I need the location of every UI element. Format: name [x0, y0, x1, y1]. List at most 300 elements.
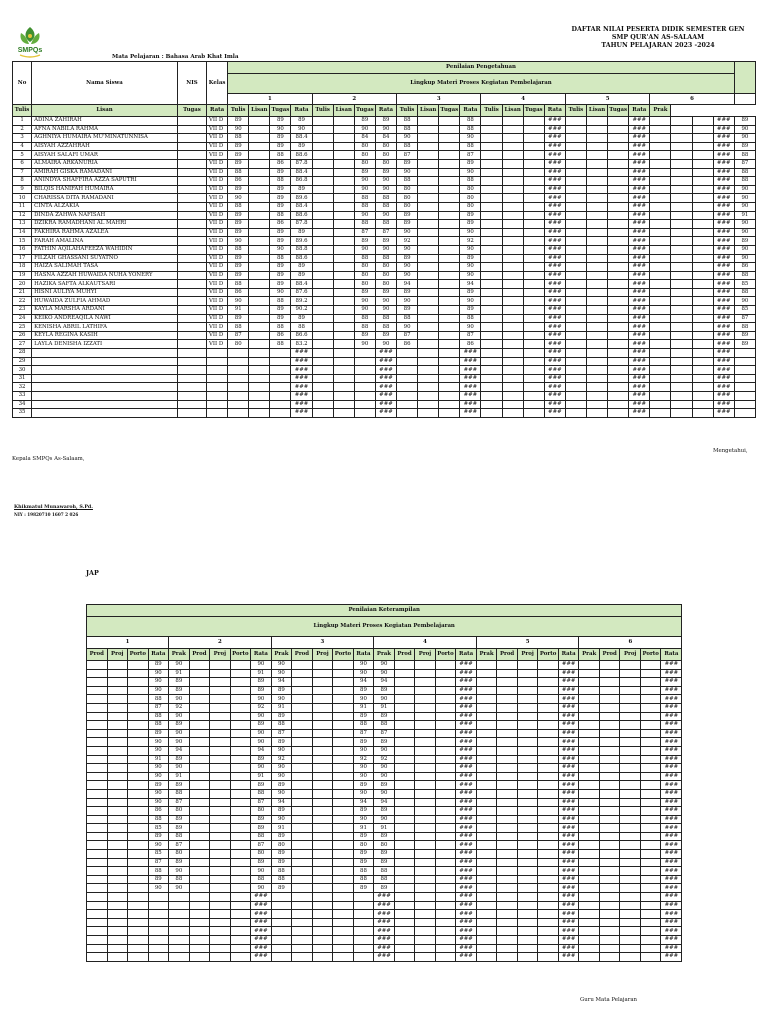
- score-rata: 87: [460, 151, 481, 160]
- score-tugas: [523, 288, 544, 297]
- score-tulis: [481, 142, 502, 151]
- skill-cell: [538, 781, 559, 790]
- skill-score: ###: [558, 953, 579, 962]
- skill-score: 91: [251, 669, 272, 678]
- student-kelas: VII D: [207, 340, 228, 349]
- score-tulis: [650, 151, 671, 160]
- skill-cell: [312, 729, 333, 738]
- score-rata: ###: [629, 134, 650, 143]
- score-tulis: [565, 271, 586, 280]
- skill-cell: [189, 721, 210, 730]
- skill-cell: [476, 669, 497, 678]
- score-rata: 90: [291, 125, 312, 134]
- skill-cell: [620, 695, 641, 704]
- skill-cell: [640, 944, 661, 953]
- score-tulis: [650, 366, 671, 375]
- skill-cell: [620, 772, 641, 781]
- col-header-no: No: [13, 62, 32, 105]
- skill-cell: [128, 893, 149, 902]
- skill-cell: [312, 721, 333, 730]
- score-tugas: [608, 383, 629, 392]
- skill-cell: [333, 910, 354, 919]
- student-name: [32, 374, 178, 383]
- skill-cell: [620, 781, 641, 790]
- table-row: [13, 202, 756, 211]
- score-lisan: [671, 263, 692, 272]
- score-rata: ###: [629, 185, 650, 194]
- student-nis: [177, 125, 206, 134]
- score-tugas: [439, 237, 460, 246]
- score-rata: 88: [460, 314, 481, 323]
- student-kelas: VII D: [207, 314, 228, 323]
- skill-cell: [87, 764, 108, 773]
- skill-cell: [599, 875, 620, 884]
- skill-cell: [640, 755, 661, 764]
- score-tugas: [608, 349, 629, 358]
- score-rata: 89: [375, 117, 396, 126]
- table-row: [87, 841, 682, 850]
- student-kelas: VII D: [207, 331, 228, 340]
- score-tulis: [481, 263, 502, 272]
- skill-cell: [333, 678, 354, 687]
- score-lisan: [671, 177, 692, 186]
- student-name: AGHNIYA HUMAIRA MU'MINATUNNISA: [32, 134, 178, 143]
- skill-score: 89: [353, 738, 374, 747]
- score-rata: ###: [713, 271, 734, 280]
- student-name: HASNA AZZAH HUWAIDA NUHA YONERY: [32, 271, 178, 280]
- score-tugas: [608, 366, 629, 375]
- row-no: 14: [13, 228, 32, 237]
- skill-cell: [107, 927, 128, 936]
- score-rata: 90: [460, 168, 481, 177]
- skill-cell: [517, 789, 538, 798]
- skill-cell: [579, 712, 600, 721]
- score-tugas: [523, 228, 544, 237]
- student-name: DZIKRA RAMADHANI AL MAHRI: [32, 220, 178, 229]
- score-tulis: 88: [228, 245, 249, 254]
- skill-score: 89: [353, 781, 374, 790]
- score-tugas: [692, 340, 713, 349]
- skill-cell: [87, 746, 108, 755]
- skill-score: ###: [251, 910, 272, 919]
- score-rata: ###: [629, 357, 650, 366]
- score-tulis: [312, 383, 333, 392]
- skill-cell: [415, 695, 436, 704]
- sub-header-rata: Rata: [661, 649, 682, 661]
- score-rata: ###: [629, 314, 650, 323]
- score-tugas: [608, 374, 629, 383]
- score-lisan: [418, 280, 439, 289]
- score-lisan: [587, 374, 608, 383]
- skill-score: ###: [558, 772, 579, 781]
- skill-cell: [579, 746, 600, 755]
- skill-score: 88: [353, 875, 374, 884]
- skill-score: 90: [251, 712, 272, 721]
- score-rata: ###: [629, 245, 650, 254]
- score-tulis: [312, 151, 333, 160]
- row-no: 22: [13, 297, 32, 306]
- skill-cell: [640, 936, 661, 945]
- skill-cell: [497, 661, 518, 670]
- sub-header-lisan: Lisan: [32, 105, 178, 117]
- score-tulis: [312, 288, 333, 297]
- skill-cell: [107, 729, 128, 738]
- skill-cell: [538, 807, 559, 816]
- student-name: HAZIKA SAFTA ALKAUTSARI: [32, 280, 178, 289]
- skill-score: 87: [374, 729, 395, 738]
- score-tugas: [354, 392, 375, 401]
- score-lisan: [671, 340, 692, 349]
- score-tugas: [439, 194, 460, 203]
- row-no: 18: [13, 263, 32, 272]
- skill-cell: [189, 953, 210, 962]
- score-tulis: [565, 134, 586, 143]
- score-tugas: 88: [354, 202, 375, 211]
- score-tulis: [481, 134, 502, 143]
- score-prak: 88: [734, 151, 755, 160]
- score-lisan: [249, 168, 270, 177]
- skill-cell: [394, 901, 415, 910]
- score-tugas: [523, 366, 544, 375]
- skill-cell: [107, 789, 128, 798]
- score-tulis: [481, 323, 502, 332]
- group-header: 3: [271, 637, 374, 649]
- skill-cell: [87, 807, 108, 816]
- score-tulis: [312, 349, 333, 358]
- student-nis: [177, 254, 206, 263]
- score-tugas: 90: [354, 340, 375, 349]
- skill-cell: [312, 824, 333, 833]
- table-row: [13, 392, 756, 401]
- skill-score: ###: [456, 875, 477, 884]
- skill-cell: [640, 884, 661, 893]
- sub-header-rata: Rata: [558, 649, 579, 661]
- score-lisan: [333, 228, 354, 237]
- skill-score: 91: [374, 824, 395, 833]
- skill-cell: [210, 936, 231, 945]
- skill-score: 87: [148, 858, 169, 867]
- score-tugas: 90: [354, 177, 375, 186]
- skill-score: ###: [558, 832, 579, 841]
- skill-cell: [415, 901, 436, 910]
- score-lisan: [502, 245, 523, 254]
- score-tulis: 80: [397, 194, 418, 203]
- skill-cell: [517, 746, 538, 755]
- skill-cell: [435, 712, 456, 721]
- score-lisan: [587, 125, 608, 134]
- score-tugas: 89: [354, 288, 375, 297]
- skill-cell: [435, 936, 456, 945]
- score-tugas: [692, 185, 713, 194]
- score-tugas: [608, 280, 629, 289]
- skill-score: 90: [148, 669, 169, 678]
- skill-cell: [333, 850, 354, 859]
- score-rata: ###: [629, 117, 650, 126]
- skill-score: ###: [558, 703, 579, 712]
- skill-cell: [497, 789, 518, 798]
- score-rata: ###: [544, 177, 565, 186]
- skill-cell: [189, 798, 210, 807]
- skill-score: [169, 944, 190, 953]
- score-rata: ###: [375, 349, 396, 358]
- score-tulis: [565, 117, 586, 126]
- score-rata: ###: [713, 314, 734, 323]
- score-rata: ###: [375, 409, 396, 418]
- skill-cell: [640, 875, 661, 884]
- skill-cell: [517, 875, 538, 884]
- skill-score: 92: [271, 755, 292, 764]
- skill-score: 80: [251, 850, 272, 859]
- score-tugas: [439, 168, 460, 177]
- skill-score: ###: [661, 858, 682, 867]
- score-rata: 90: [460, 228, 481, 237]
- skill-cell: [312, 841, 333, 850]
- skill-score: [169, 901, 190, 910]
- skill-cell: [517, 824, 538, 833]
- skill-cell: [230, 781, 251, 790]
- skill-score: 90: [374, 764, 395, 773]
- score-lisan: [333, 245, 354, 254]
- skill-cell: [394, 927, 415, 936]
- skill-score: 90: [353, 695, 374, 704]
- sub-header-proj: Proj: [210, 649, 231, 661]
- skill-score: ###: [558, 901, 579, 910]
- score-lisan: [502, 211, 523, 220]
- skill-cell: [128, 944, 149, 953]
- skill-cell: [517, 712, 538, 721]
- skill-score: ###: [558, 858, 579, 867]
- skill-cell: [292, 910, 313, 919]
- score-tugas: [439, 374, 460, 383]
- score-tulis: [565, 228, 586, 237]
- score-tugas: [692, 228, 713, 237]
- skill-score: ###: [558, 824, 579, 833]
- skill-cell: [620, 918, 641, 927]
- score-tugas: 88: [270, 340, 291, 349]
- skill-score: ###: [374, 910, 395, 919]
- skill-cell: [333, 703, 354, 712]
- score-prak: 89: [734, 117, 755, 126]
- score-rata: ###: [629, 349, 650, 358]
- skill-cell: [599, 746, 620, 755]
- skill-cell: [107, 875, 128, 884]
- table-row: [13, 177, 756, 186]
- skill-score: 90: [148, 884, 169, 893]
- skill-cell: [538, 695, 559, 704]
- skill-cell: [394, 755, 415, 764]
- score-tugas: [523, 263, 544, 272]
- score-lisan: [418, 400, 439, 409]
- student-kelas: VII D: [207, 271, 228, 280]
- skill-cell: [620, 764, 641, 773]
- score-tulis: 86: [228, 177, 249, 186]
- score-tulis: [565, 202, 586, 211]
- skill-cell: [333, 944, 354, 953]
- score-lisan: [671, 349, 692, 358]
- score-tugas: [523, 306, 544, 315]
- score-tugas: [439, 297, 460, 306]
- score-rata: 90: [375, 245, 396, 254]
- skill-cell: [87, 703, 108, 712]
- student-name: ANINDYA SHAFFIRA AZZA SAPUTRI: [32, 177, 178, 186]
- student-name: FILZAH GHASSANI SUYATNO: [32, 254, 178, 263]
- score-tugas: [523, 177, 544, 186]
- score-tugas: [692, 271, 713, 280]
- score-lisan: [587, 400, 608, 409]
- skill-cell: [312, 738, 333, 747]
- score-tugas: [523, 117, 544, 126]
- skill-score: ###: [661, 927, 682, 936]
- score-rata: ###: [375, 374, 396, 383]
- skill-cell: [599, 832, 620, 841]
- skill-score: ###: [661, 721, 682, 730]
- score-rata: 88.4: [291, 202, 312, 211]
- skill-score: ###: [661, 781, 682, 790]
- score-lisan: [333, 159, 354, 168]
- score-rata: 89: [460, 254, 481, 263]
- score-rata: 87.8: [291, 220, 312, 229]
- score-rata: ###: [629, 280, 650, 289]
- skill-cell: [87, 712, 108, 721]
- skill-cell: [415, 841, 436, 850]
- skill-cell: [517, 686, 538, 695]
- table-row: [13, 263, 756, 272]
- skill-score: 90: [374, 815, 395, 824]
- skill-cell: [415, 944, 436, 953]
- skill-cell: [640, 858, 661, 867]
- score-tugas: [523, 271, 544, 280]
- score-tulis: 80: [228, 340, 249, 349]
- skill-cell: [312, 901, 333, 910]
- score-lisan: [502, 349, 523, 358]
- skill-score: 88: [148, 712, 169, 721]
- skill-score: 94: [251, 746, 272, 755]
- skill-cell: [87, 686, 108, 695]
- score-tugas: [270, 383, 291, 392]
- student-kelas: [207, 374, 228, 383]
- skill-cell: [394, 746, 415, 755]
- score-tulis: [650, 125, 671, 134]
- skill-cell: [640, 712, 661, 721]
- score-rata: 90: [375, 211, 396, 220]
- score-tulis: [565, 392, 586, 401]
- skill-cell: [333, 686, 354, 695]
- score-tulis: [565, 168, 586, 177]
- skill-cell: [312, 764, 333, 773]
- skill-cell: [333, 832, 354, 841]
- sub-header-porto: Porto: [538, 649, 559, 661]
- table-row: [13, 245, 756, 254]
- skill-score: ###: [456, 746, 477, 755]
- score-rata: 90: [375, 185, 396, 194]
- skill-cell: [312, 884, 333, 893]
- skill-score: 88: [374, 875, 395, 884]
- skill-score: 88: [148, 695, 169, 704]
- score-rata: ###: [544, 254, 565, 263]
- skill-cell: [476, 884, 497, 893]
- score-lisan: [249, 263, 270, 272]
- sub-header-tulis: Tulis: [312, 105, 333, 117]
- skill-score: ###: [661, 729, 682, 738]
- score-tugas: [608, 254, 629, 263]
- score-lisan: [333, 366, 354, 375]
- table-row: [13, 288, 756, 297]
- score-rata: ###: [544, 117, 565, 126]
- sub-header-lisan: Lisan: [249, 105, 270, 117]
- sub-header-tugas: Tugas: [354, 105, 375, 117]
- score-rata: ###: [713, 357, 734, 366]
- skill-score: [148, 910, 169, 919]
- skill-cell: [579, 884, 600, 893]
- score-lisan: [587, 185, 608, 194]
- skill-cell: [128, 815, 149, 824]
- skill-score: ###: [558, 729, 579, 738]
- student-name: FATHIN AQILAHAFEEZA WAHIDIN: [32, 245, 178, 254]
- skill-cell: [640, 893, 661, 902]
- skill-cell: [538, 686, 559, 695]
- skill-cell: [210, 764, 231, 773]
- skill-score: [148, 901, 169, 910]
- score-tugas: [692, 142, 713, 151]
- skill-score: 88: [169, 789, 190, 798]
- skill-score: ###: [456, 789, 477, 798]
- score-tulis: [312, 125, 333, 134]
- skill-cell: [599, 910, 620, 919]
- skill-cell: [189, 867, 210, 876]
- score-lisan: [502, 323, 523, 332]
- student-nis: [177, 331, 206, 340]
- score-tulis: [650, 185, 671, 194]
- score-lisan: [418, 297, 439, 306]
- student-nis: [177, 392, 206, 401]
- skill-cell: [292, 901, 313, 910]
- skill-score: ###: [558, 789, 579, 798]
- score-lisan: [333, 400, 354, 409]
- skill-cell: [640, 661, 661, 670]
- score-tulis: 89: [228, 254, 249, 263]
- skill-cell: [640, 729, 661, 738]
- skill-cell: [620, 858, 641, 867]
- score-tulis: 89: [228, 271, 249, 280]
- skill-score: [353, 893, 374, 902]
- skill-score: 89: [251, 686, 272, 695]
- score-tugas: 89: [270, 271, 291, 280]
- score-rata: 80: [460, 185, 481, 194]
- skill-score: 89: [148, 832, 169, 841]
- score-lisan: [418, 245, 439, 254]
- skill-cell: [538, 789, 559, 798]
- score-lisan: [333, 331, 354, 340]
- score-lisan: [502, 357, 523, 366]
- score-tugas: [523, 349, 544, 358]
- score-tulis: [312, 392, 333, 401]
- score-tulis: 91: [228, 306, 249, 315]
- score-lisan: [502, 374, 523, 383]
- skill-cell: [210, 798, 231, 807]
- skill-score: ###: [558, 755, 579, 764]
- score-tulis: [397, 400, 418, 409]
- skill-cell: [333, 867, 354, 876]
- score-rata: ###: [375, 400, 396, 409]
- skill-score: ###: [456, 798, 477, 807]
- skill-cell: [128, 703, 149, 712]
- student-nis: [177, 280, 206, 289]
- student-kelas: VII D: [207, 151, 228, 160]
- skill-cell: [189, 875, 210, 884]
- skill-cell: [333, 712, 354, 721]
- skill-score: 80: [271, 841, 292, 850]
- skill-score: 89: [353, 807, 374, 816]
